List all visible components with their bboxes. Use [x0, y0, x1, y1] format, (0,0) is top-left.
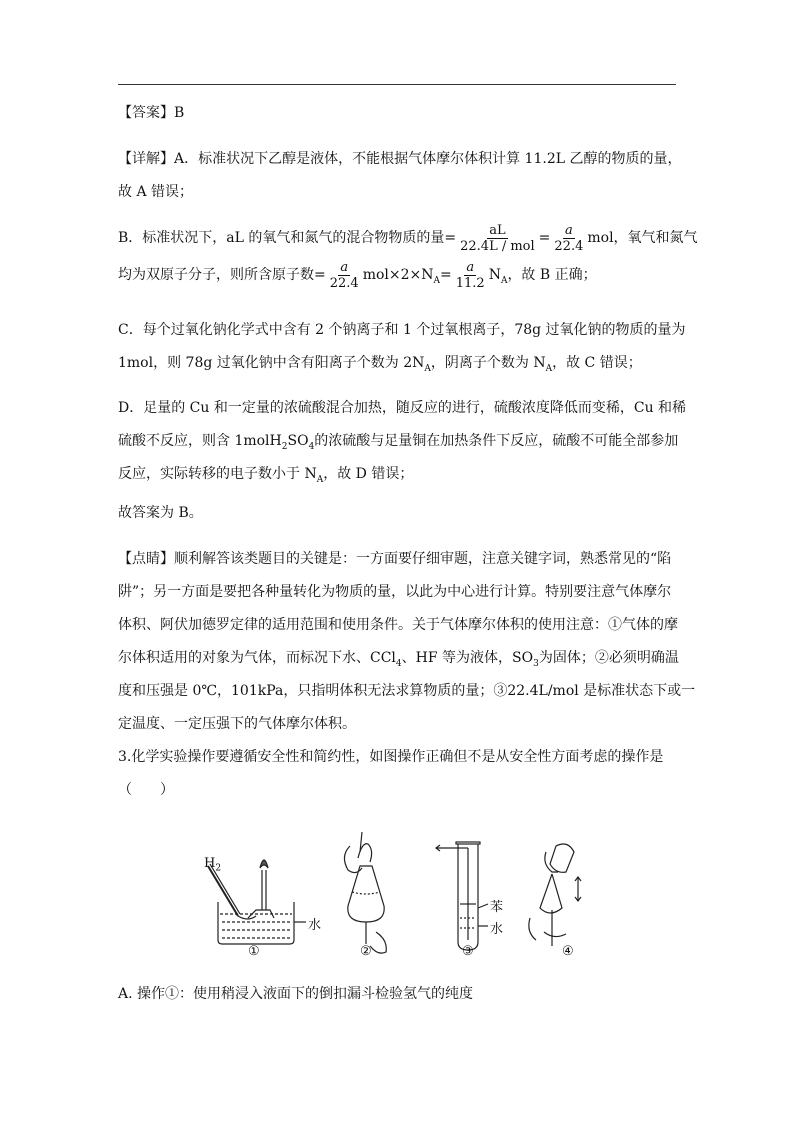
- fraction-a-2: [328, 260, 361, 291]
- c2-mid: ，阴离子个数为 N: [430, 355, 546, 371]
- question-line1: 3.化学实验操作要遵循安全性和简约性，如图操作正确但不是从安全性方面考虑的操作是: [118, 749, 664, 765]
- frac-den: 22.4L / mol: [460, 238, 535, 254]
- detail-d-line1: D．足量的 Cu 和一定量的浓硫酸混合加热，随反应的进行，硫酸浓度降低而变稀，Cu 和稀: [118, 400, 687, 416]
- answer-line: [118, 97, 686, 130]
- fraction-al: [458, 223, 537, 254]
- equals: =: [538, 230, 551, 246]
- frac-den: 22.4: [554, 238, 584, 254]
- tips-line6: 定温度、一定压强下的气体摩尔体积。: [118, 716, 356, 732]
- experiment-figure: [190, 822, 610, 962]
- tips: [118, 543, 696, 741]
- funnel-4: [540, 874, 562, 913]
- c2-post: ，故 C 错误；: [552, 355, 642, 371]
- b2-text-mid: mol×2×N: [362, 267, 434, 283]
- detail-c: [118, 314, 686, 380]
- frac-num: a: [565, 222, 573, 238]
- b-text-pre: B．标准状况下，aL 的氧气和氮气的混合物物质的量=: [118, 230, 457, 246]
- frac-num: a: [340, 259, 349, 275]
- detail-b-line1: [118, 222, 698, 255]
- option-a-text: A. 操作①：使用稍浸入液面下的倒扣漏斗检验氢气的纯度: [118, 986, 474, 1002]
- frac-num: aL: [489, 222, 506, 238]
- separatory-funnel: [348, 866, 384, 922]
- conclusion-text: 故答案为 B。: [118, 505, 203, 521]
- detail-b-line2: [118, 259, 686, 292]
- subscript: A: [316, 474, 324, 485]
- tips-line3: 体积、阿伏加德罗定律的适用范围和使用条件。关于气体摩尔体积的使用注意：①气体的摩: [118, 617, 678, 633]
- b-text-post: mol，氧气和氮气: [587, 230, 698, 246]
- t4-mid: 、HF 等为液体，SO: [401, 650, 534, 666]
- detail-a-line1: 【详解】A．标准状况下乙醇是液体，不能根据气体摩尔体积计算 11.2L 乙醇的物质的量，: [118, 151, 682, 167]
- answer-text: 【答案】B: [118, 105, 185, 121]
- tips-line2: 阱”；另一方面是要把各种量转化为物质的量，以此为中心进行计算。特别要注意气体摩尔: [118, 584, 672, 600]
- tips-line4: [118, 642, 686, 675]
- h2-label: [204, 856, 222, 874]
- d3-pre: 反应，实际转移的电子数小于 N: [118, 466, 317, 482]
- tips-line5: 度和压强是 0℃，101kPa，只指明体积无法求算物质的量；③22.4L/mol 是标准状态下或一: [118, 683, 696, 699]
- detail-d-line2: [118, 425, 686, 458]
- h2-text: H: [204, 856, 216, 871]
- subscript: A: [545, 363, 553, 374]
- detail-c-line1: C．每个过氧化钠化学式中含有 2 个钠离子和 1 个过氧根离子，78g 过氧化钠的物质的量为: [118, 322, 686, 338]
- t4-post: 为固体；②必须明确温: [538, 650, 679, 666]
- header-rule: [118, 84, 676, 85]
- conclusion-line: [118, 497, 686, 530]
- d2-pre: 硫酸不反应，则含 1molH: [118, 433, 282, 449]
- b2-n: N: [488, 267, 501, 283]
- benzene-label: 苯: [490, 900, 504, 915]
- water-label-3: 水: [490, 922, 504, 937]
- subscript: 2: [281, 441, 288, 452]
- fraction-a-3: [454, 260, 487, 291]
- flame: [260, 860, 268, 868]
- subscript: 2: [215, 863, 222, 874]
- b2-text-pre: 均为双原子分子，则所含原子数=: [118, 267, 326, 283]
- d2-post: 的浓硫酸与足量铜在加热条件下反应，硫酸不可能全部参加: [314, 433, 679, 449]
- subscript: A: [424, 363, 431, 374]
- fraction-a: [552, 223, 585, 254]
- subscript: 4: [395, 658, 402, 669]
- subscript: 4: [308, 441, 315, 452]
- detail-d-line3: [118, 458, 686, 491]
- water-label-1: 水: [308, 918, 322, 933]
- question-line2: （ ）: [118, 782, 174, 798]
- t4-pre: 尔体积适用的对象为气体，而标况下水、CCl: [118, 650, 396, 666]
- b2-text-post: ，故 B 正确；: [507, 267, 597, 283]
- subscript: A: [500, 275, 508, 286]
- label-1: ①: [248, 944, 260, 959]
- option-a: [118, 978, 686, 1011]
- apparatus-drawing: [190, 822, 610, 962]
- detail-b: [118, 222, 698, 292]
- detail-d: [118, 392, 686, 491]
- subscript: A: [433, 275, 440, 286]
- frac-num: a: [466, 259, 475, 275]
- frac-den: 11.2: [455, 275, 485, 291]
- d2-so: SO: [287, 433, 309, 449]
- d3-post: ，故 D 错误；: [323, 466, 414, 482]
- detail-c-line2: [118, 347, 686, 380]
- label-2: ②: [360, 944, 372, 959]
- frac-den: 22.4: [329, 275, 359, 291]
- gas-tube: [208, 863, 238, 916]
- detail-a-line2: 故 A 错误；: [118, 184, 194, 200]
- equals: =: [440, 267, 452, 283]
- c2-pre: 1mol，则 78g 过氧化钠中含有阳离子个数为 2N: [118, 355, 425, 371]
- tips-line1: 【点睛】顺利解答该类题目的关键是：一方面要仔细审题，注意关键字词，熟悉常见的“陷: [118, 551, 672, 567]
- subscript: 3: [533, 658, 539, 669]
- detail-a: [118, 143, 686, 209]
- label-4: ④: [562, 944, 574, 959]
- question: [118, 741, 686, 807]
- label-3: ③: [462, 944, 474, 959]
